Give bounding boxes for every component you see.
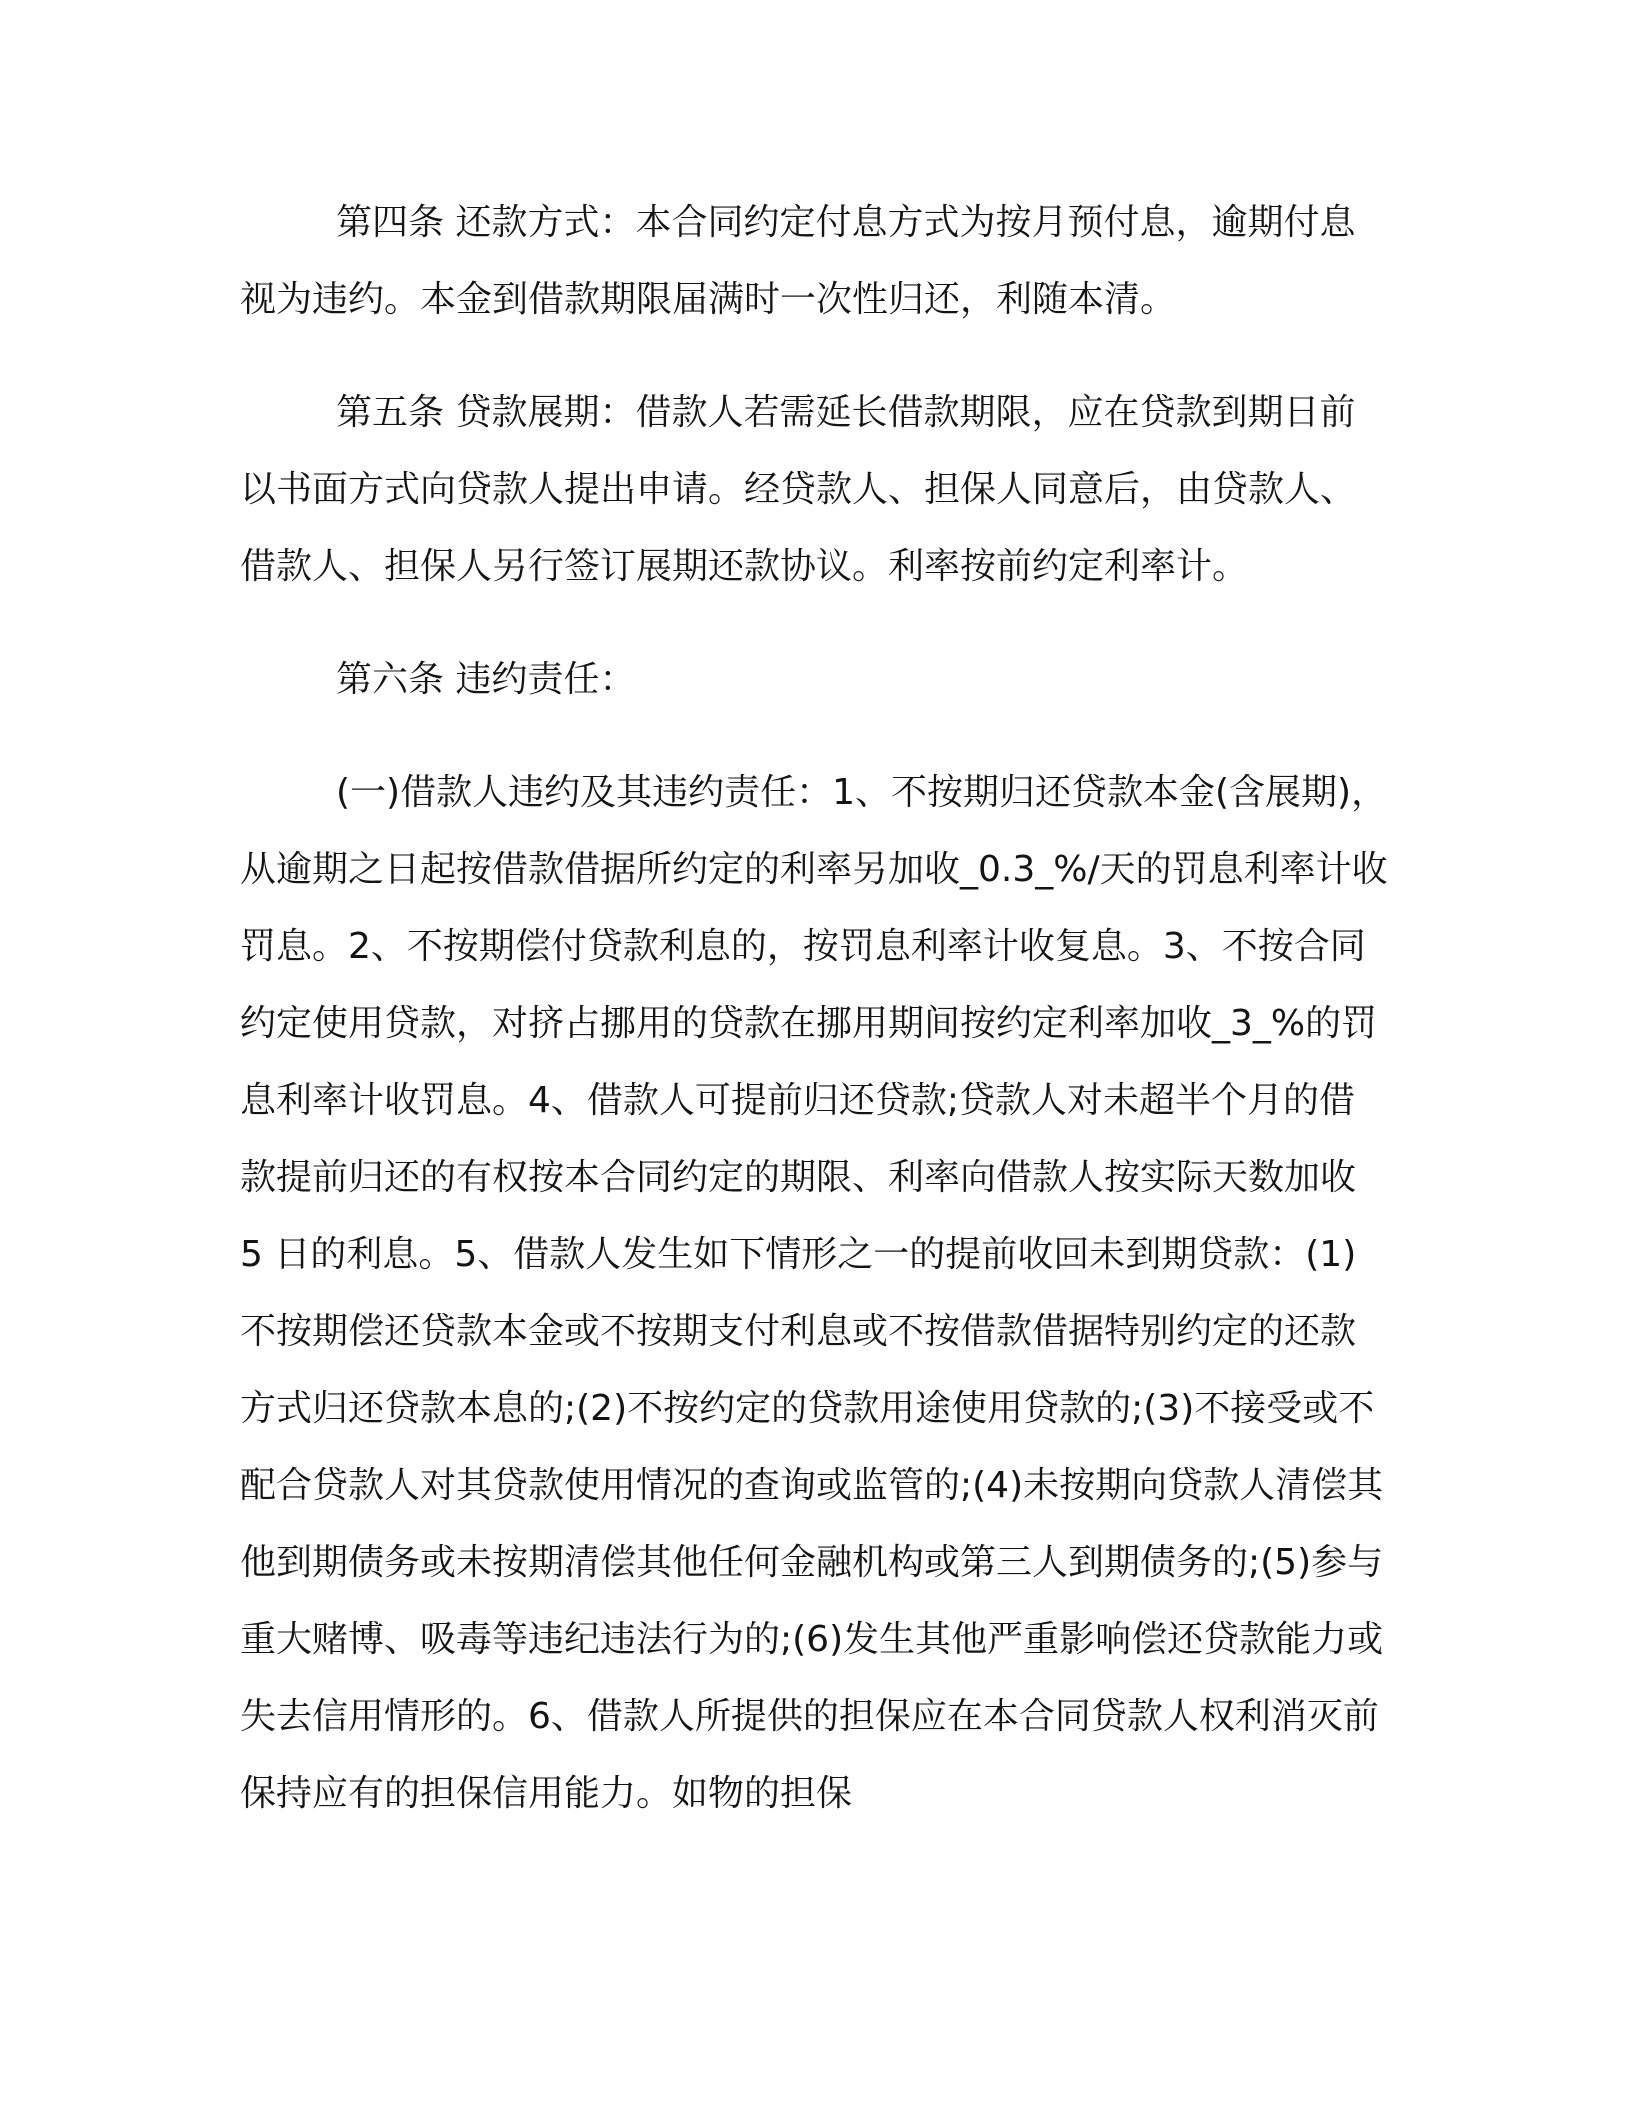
article-5-paragraph: 第五条 贷款展期：借款人若需延长借款期限，应在贷款到期日前以书面方式向贷款人提出申请。经贷款人、担保人同意后，由贷款人、借款人、担保人另行签订展期还款协议。利率按前约定利率计。 [240,392,1357,587]
article-6-heading: 第六条 违约责任： [336,659,636,700]
article-4-paragraph: 第四条 还款方式：本合同约定付息方式为按月预付息，逾期付息视为违约。本金到借款期限届满时一次性归还，利随本清。 [240,202,1356,320]
document-body [240,184,1390,1832]
article-6-borrower-default-paragraph: (一)借款人违约及其违约责任：1、不按期归还贷款本金(含展期)，从逾期之日起按借款借据所约定的利率另加收_0.3_%/天的罚息利率计收罚息。2、不按期偿付贷款利息的，按罚息利率计收复息。3、不按合同约定使用贷款，对挤占挪用的贷款在挪用期间按约定利率加收_3_%的罚息利率计收罚息。4、借款人可提前归还贷款;贷款人对未超半个月的借款提前归还的有权按本合同约定的期限、利率向借款人按实际天数加收 5 日的利息。5、借款人发生如下情形之一的提前收回未到期贷款：(1)不按期偿还贷款本金或不按期支付利息或不按借款借据特别约定的还款方式归还贷款本息的;(2)不按约定的贷款用途使用贷款的;(3)不接受或不配合贷款人对其贷款使用情况的查询或监管的;(4)未按期向贷款人清偿其他到期债务或未按期清偿其他任何金融机构或第三人到期债务的;(5)参与重大赌博、吸毒等违纪违法行为的;(6)发生其他严重影响偿还贷款能力或失去信用情形的。6、借款人所提供的担保应在本合同贷款人权利消灭前保持应有的担保信用能力。如物的担保 [240,772,1388,1814]
